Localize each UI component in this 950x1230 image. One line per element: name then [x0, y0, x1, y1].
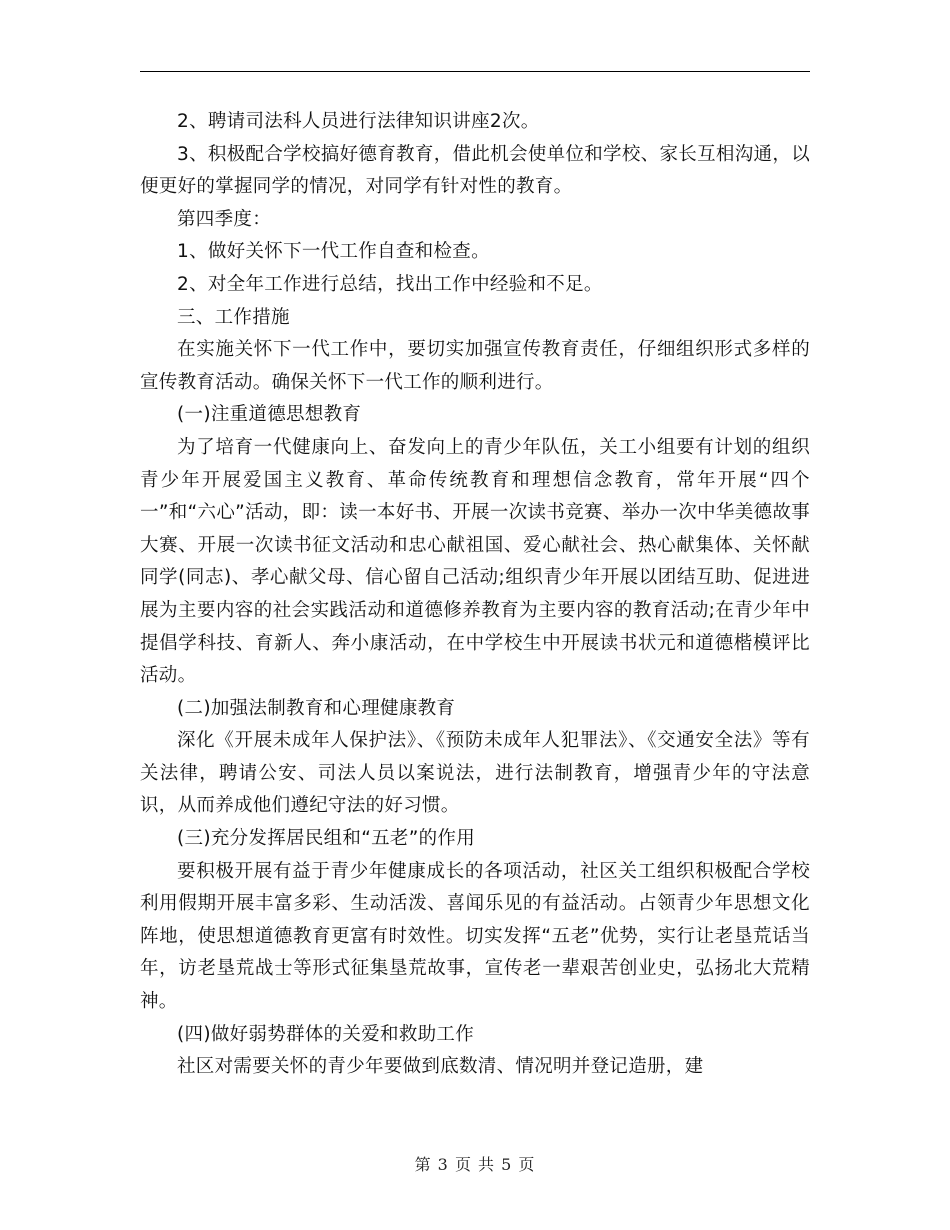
paragraph: 深化《开展未成年人保护法》、《预防未成年人犯罪法》、《交通安全法》等有关法律，聘请公安、司法人员以案说法，进行法制教育，增强青少年的守法意识，从而养成他们遵纪守法的好习惯。: [140, 730, 810, 817]
section-heading: (二)加强法制教育和心理健康教育: [177, 697, 456, 719]
paragraph: 在实施关怀下一代工作中，要切实加强宣传教育责任，仔细组织形式多样的宣传教育活动。确保关怀下一代工作的顺利进行。: [140, 339, 810, 393]
header-rule: [140, 71, 810, 72]
page-number: 第 3 页 共 5 页: [414, 1155, 536, 1174]
paragraph: 2、对全年工作进行总结，找出工作中经验和不足。: [177, 273, 603, 295]
section-heading: 第四季度：: [177, 208, 272, 230]
document-body: [140, 106, 810, 1084]
paragraph: 3、积极配合学校搞好德育教育，借此机会使单位和学校、家长互相沟通，以便更好的掌握同学的情况，对同学有针对性的教育。: [140, 143, 810, 198]
section-heading: (四)做好弱势群体的关爱和救助工作: [177, 1023, 475, 1045]
paragraph: 社区对需要关怀的青少年要做到底数清、情况明并登记造册，建: [177, 1056, 704, 1078]
paragraph: 2、聘请司法科人员进行法律知识讲座2次。: [177, 111, 540, 132]
section-heading: 三、工作措施: [177, 306, 290, 328]
section-heading: (一)注重道德思想教育: [177, 404, 362, 426]
paragraph: 1、做好关怀下一代工作自查和检查。: [177, 241, 490, 263]
section-heading: (三)充分发挥居民组和“五老”的作用: [177, 828, 476, 850]
paragraph: 要积极开展有益于青少年健康成长的各项活动，社区关工组织积极配合学校利用假期开展丰富多彩、生动活泼、喜闻乐见的有益活动。占领青少年思想文化阵地，使思想道德教育更富有时效性。切实发挥“五老”优势，实行让老垦荒话当年，访老垦荒战士等形式征集垦荒故事，宣传老一辈艰苦创业史，弘扬北大荒精神。: [140, 860, 810, 1013]
paragraph: 为了培育一代健康向上、奋发向上的青少年队伍，关工小组要有计划的组织青少年开展爱国主义教育、革命传统教育和理想信念教育，常年开展“四个一”和“六心”活动，即：读一本好书、开展一次读书竞赛、举办一次中华美德故事大赛、开展一次读书征文活动和忠心献祖国、爱心献社会、热心献集体、关怀献同学(同志)、孝心献父母、信心留自己活动;组织青少年开展以团结互助、促进进展为主要内容的社会实践活动和道德修养教育为主要内容的教育活动;在青少年中提倡学科技、育新人、奔小康活动，在中学校生中开展读书状元和道德楷模评比活动。: [140, 436, 810, 687]
